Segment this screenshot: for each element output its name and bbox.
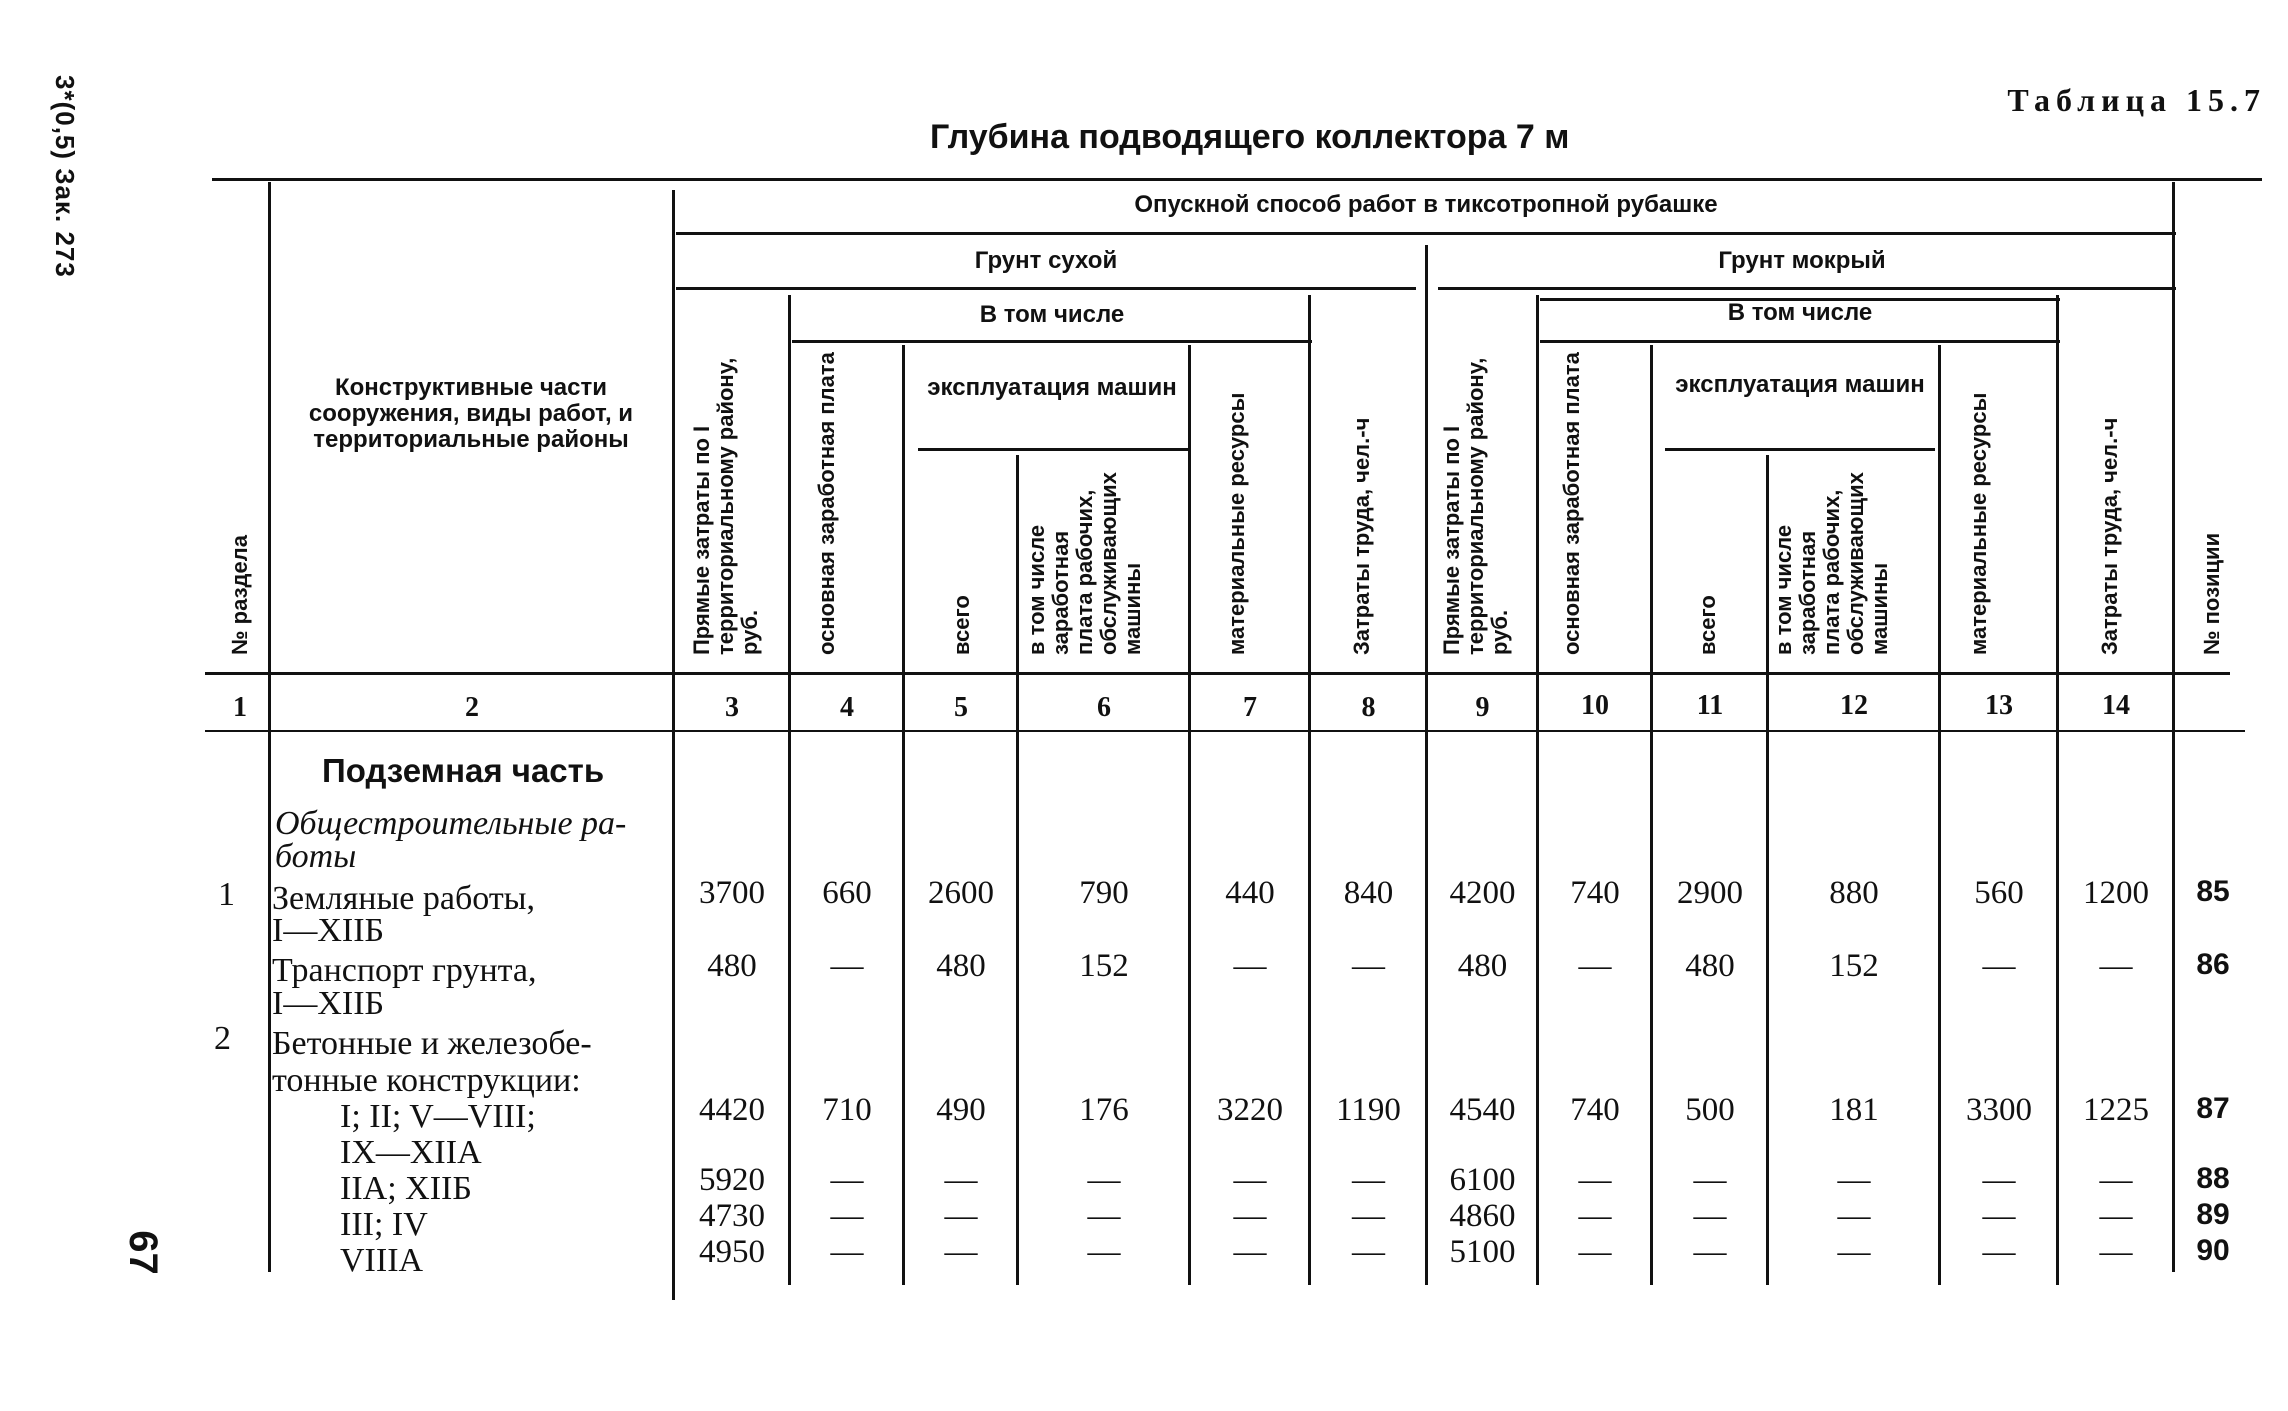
cell-r1-c4: 660 bbox=[822, 875, 872, 911]
cell-r1-c10: 740 bbox=[1570, 875, 1620, 911]
header-section-no: № раздела bbox=[227, 535, 252, 655]
cell-r5-c14: — bbox=[2099, 1162, 2133, 1198]
cell-r7-c12: — bbox=[1837, 1234, 1871, 1270]
cell-r5-c8: — bbox=[1352, 1162, 1385, 1198]
cell-r5-c6: — bbox=[1087, 1162, 1121, 1198]
row-3-label-2: тонные конструкции: bbox=[272, 1062, 581, 1099]
colnum-3: 3 bbox=[725, 692, 739, 723]
cell-r5-c4: — bbox=[830, 1162, 864, 1198]
wet-machines-rule bbox=[1665, 448, 1935, 451]
cell-r5-c13: — bbox=[1982, 1162, 2016, 1198]
colnum-10: 10 bbox=[1581, 690, 1609, 721]
colnum-8: 8 bbox=[1361, 692, 1376, 723]
colnum-1: 1 bbox=[233, 692, 247, 723]
side-note: 3*(0,5) Зак. 273 bbox=[50, 75, 80, 278]
header-dry-including: В том числе bbox=[979, 301, 1125, 328]
cell-r7-c6: — bbox=[1087, 1234, 1121, 1270]
colnum-11: 11 bbox=[1696, 690, 1724, 721]
cell-r7-c14: — bbox=[2099, 1234, 2133, 1270]
cell-r2-c13: — bbox=[1982, 948, 2016, 984]
col-divider-8 bbox=[1425, 245, 1428, 1285]
dry-machines-rule bbox=[918, 448, 1188, 451]
cell-r7-c9: 5100 bbox=[1449, 1234, 1516, 1270]
cell-r2-position: 86 bbox=[2196, 948, 2230, 981]
row-4-label-1: I; II; V—VIII; bbox=[340, 1098, 536, 1135]
cell-r1-c13: 560 bbox=[1974, 875, 2024, 911]
header-position-no: № позиции bbox=[2199, 532, 2224, 655]
cell-r7-c10: — bbox=[1578, 1234, 1612, 1270]
cell-r2-c10: — bbox=[1578, 948, 1612, 984]
cell-r7-c7: — bbox=[1233, 1234, 1267, 1270]
cell-r6-c4: — bbox=[830, 1198, 864, 1234]
dry-including-rule bbox=[792, 340, 1312, 343]
method-rule bbox=[676, 232, 2176, 235]
col-divider-4 bbox=[902, 345, 905, 1285]
cell-r6-c6: — bbox=[1087, 1198, 1121, 1234]
col-divider-9 bbox=[1536, 295, 1539, 1285]
cell-r7-c3: 4950 bbox=[699, 1234, 765, 1270]
colnum-7: 7 bbox=[1243, 692, 1257, 723]
header-wet: Грунт мокрый bbox=[1718, 247, 1886, 274]
header-dry-labor: Затраты труда, чел.-ч bbox=[1349, 417, 1374, 655]
cell-r5-c5: — bbox=[944, 1162, 978, 1198]
row-2-label-2: I—XIIБ bbox=[272, 985, 385, 1022]
cell-r6-position: 89 bbox=[2196, 1198, 2230, 1231]
header-wet-base-wage: основная заработная плата bbox=[1559, 352, 1584, 655]
cell-r2-c9: 480 bbox=[1457, 948, 1508, 984]
cell-r2-c14: — bbox=[2099, 948, 2133, 984]
cell-r5-c12: — bbox=[1837, 1162, 1871, 1198]
cell-r5-c7: — bbox=[1233, 1162, 1267, 1198]
cell-r4-position: 87 bbox=[2196, 1092, 2230, 1125]
cell-r4-c5: 490 bbox=[936, 1092, 986, 1128]
cell-r7-c5: — bbox=[944, 1234, 978, 1270]
cell-r6-c3: 4730 bbox=[699, 1198, 765, 1234]
cell-r4-c3: 4420 bbox=[699, 1092, 765, 1128]
cell-r4-c11: 500 bbox=[1685, 1092, 1735, 1128]
cell-r5-position: 88 bbox=[2196, 1162, 2230, 1195]
colnum-6: 6 bbox=[1097, 692, 1111, 723]
col-divider-11 bbox=[1766, 455, 1769, 1285]
cell-r6-c8: — bbox=[1352, 1198, 1385, 1234]
cell-r4-c9: 4540 bbox=[1449, 1092, 1516, 1128]
cell-r4-c8: 1190 bbox=[1336, 1092, 1401, 1128]
header-dry-machines: эксплуатация машин bbox=[927, 374, 1177, 401]
colnum-4: 4 bbox=[840, 692, 854, 723]
col-divider-7 bbox=[1308, 295, 1311, 1285]
cell-r4-c6: 176 bbox=[1079, 1092, 1129, 1128]
cell-r6-c7: — bbox=[1233, 1198, 1267, 1234]
page-number: 67 bbox=[120, 1230, 165, 1275]
top-rule bbox=[212, 178, 2262, 181]
cell-r2-c12: 152 bbox=[1829, 948, 1879, 984]
cell-r1-c12: 880 bbox=[1829, 875, 1879, 911]
cell-r5-c11: — bbox=[1693, 1162, 1727, 1198]
cell-r6-c14: — bbox=[2099, 1198, 2133, 1234]
col-divider-10 bbox=[1650, 345, 1653, 1285]
row-6-label: III; IV bbox=[340, 1206, 428, 1243]
header-wet-machines: эксплуатация машин bbox=[1675, 371, 1925, 398]
colnum-14: 14 bbox=[2102, 690, 2130, 721]
row-5-label: IIА; XIIБ bbox=[340, 1170, 472, 1207]
cell-r6-c11: — bbox=[1693, 1198, 1727, 1234]
header-wet-total: всего bbox=[1695, 595, 1720, 655]
header-dry-total: всего bbox=[949, 595, 974, 655]
header-dry-direct-costs: Прямые затраты по I территориальному району, руб. bbox=[689, 357, 762, 655]
header-wet-materials: материальные ресурсы bbox=[1966, 392, 1991, 655]
subheading-line-1: Общестроительные ра- bbox=[275, 805, 627, 842]
colnum-13: 13 bbox=[1985, 690, 2013, 721]
cell-r2-c5: 480 bbox=[936, 948, 986, 984]
dry-rule bbox=[676, 287, 1416, 290]
header-bottom-rule bbox=[205, 672, 2230, 675]
row-7-label: VIIIА bbox=[340, 1242, 424, 1279]
row-2-label-1: Транспорт грунта, bbox=[272, 952, 537, 989]
cell-r6-c10: — bbox=[1578, 1198, 1612, 1234]
section-heading: Подземная часть bbox=[322, 752, 605, 789]
wet-including-rule bbox=[1540, 340, 2060, 343]
table-title: Глубина подводящего коллектора 7 м bbox=[930, 118, 1570, 156]
wet-rule bbox=[1438, 287, 2176, 290]
cell-r6-c9: 4860 bbox=[1449, 1198, 1516, 1234]
header-parts: Конструктивные части сооружения, виды работ, и территориальные районы bbox=[308, 374, 634, 453]
cell-r7-c4: — bbox=[830, 1234, 864, 1270]
cell-r4-c13: 3300 bbox=[1966, 1092, 2032, 1128]
cell-r5-c3: 5920 bbox=[699, 1162, 765, 1198]
cell-r5-c10: — bbox=[1578, 1162, 1612, 1198]
cell-r4-c12: 181 bbox=[1829, 1092, 1879, 1128]
header-dry-materials: материальные ресурсы bbox=[1224, 392, 1249, 655]
cell-r5-c9: 6100 bbox=[1449, 1162, 1516, 1198]
header-wet-direct-costs: Прямые затраты по I территориальному району, руб. bbox=[1439, 357, 1512, 655]
row-3-no: 2 bbox=[214, 1020, 231, 1057]
cell-r1-c6: 790 bbox=[1079, 875, 1129, 911]
col-divider-3 bbox=[788, 295, 791, 1285]
cell-r6-c5: — bbox=[944, 1198, 978, 1234]
col-divider-6 bbox=[1188, 345, 1191, 1285]
table-caption: Таблица 15.7 bbox=[2007, 82, 2266, 118]
cell-r7-position: 90 bbox=[2196, 1234, 2230, 1267]
header-wet-machine-wage: в том числе заработная плата рабочих, обслуживающих машины bbox=[1771, 472, 1892, 655]
cell-r2-c3: 480 bbox=[707, 948, 757, 984]
row-1-no: 1 bbox=[218, 876, 235, 913]
cell-r1-c3: 3700 bbox=[699, 875, 765, 911]
header-dry: Грунт сухой bbox=[974, 247, 1118, 274]
cell-r2-c7: — bbox=[1233, 948, 1267, 984]
cell-r2-c8: — bbox=[1352, 948, 1385, 984]
cell-r4-c4: 710 bbox=[822, 1092, 872, 1128]
row-4-label-2: IX—XIIА bbox=[340, 1134, 482, 1171]
cell-r4-c7: 3220 bbox=[1217, 1092, 1283, 1128]
cell-r2-c11: 480 bbox=[1685, 948, 1735, 984]
col-divider-1 bbox=[268, 182, 271, 1272]
header-method: Опускной способ работ в тиксотропной рубашке bbox=[1134, 191, 1718, 218]
cell-r4-c14: 1225 bbox=[2083, 1092, 2149, 1128]
colnum-12: 12 bbox=[1840, 690, 1868, 721]
cell-r7-c11: — bbox=[1693, 1234, 1727, 1270]
colnum-9: 9 bbox=[1475, 692, 1490, 723]
col-divider-14 bbox=[2172, 182, 2175, 1272]
cell-r1-c8: 840 bbox=[1343, 875, 1394, 911]
header-dry-base-wage: основная заработная плата bbox=[814, 352, 839, 655]
colnum-5: 5 bbox=[954, 692, 968, 723]
cell-r1-c5: 2600 bbox=[928, 875, 994, 911]
col-divider-5 bbox=[1016, 455, 1019, 1285]
cell-r6-c12: — bbox=[1837, 1198, 1871, 1234]
col-divider-12 bbox=[1938, 345, 1941, 1285]
colnum-2: 2 bbox=[465, 692, 479, 723]
col-divider-2 bbox=[672, 190, 675, 1300]
cell-r1-c7: 440 bbox=[1225, 875, 1275, 911]
row-1-label-2: I—XIIБ bbox=[272, 912, 385, 949]
cell-r7-c13: — bbox=[1982, 1234, 2016, 1270]
cell-r7-c8: — bbox=[1352, 1234, 1385, 1270]
cell-r6-c13: — bbox=[1982, 1198, 2016, 1234]
header-dry-machine-wage: в том числе заработная плата рабочих, обслуживающих машины bbox=[1024, 472, 1145, 655]
row-3-label-1: Бетонные и железобе- bbox=[272, 1025, 592, 1062]
header-wet-including: В том числе bbox=[1727, 299, 1873, 326]
cell-r2-c6: 152 bbox=[1079, 948, 1129, 984]
header-wet-labor: Затраты труда, чел.-ч bbox=[2097, 417, 2122, 655]
subheading-line-2: боты bbox=[275, 838, 357, 875]
row-1-label-1: Земляные работы, bbox=[272, 880, 536, 917]
col-divider-13 bbox=[2056, 295, 2059, 1285]
cell-r2-c4: — bbox=[830, 948, 864, 984]
cell-r1-c9: 4200 bbox=[1449, 875, 1516, 911]
cell-r1-position: 85 bbox=[2196, 875, 2230, 908]
cell-r1-c11: 2900 bbox=[1677, 875, 1743, 911]
cell-r4-c10: 740 bbox=[1570, 1092, 1620, 1128]
cell-r1-c14: 1200 bbox=[2083, 875, 2149, 911]
